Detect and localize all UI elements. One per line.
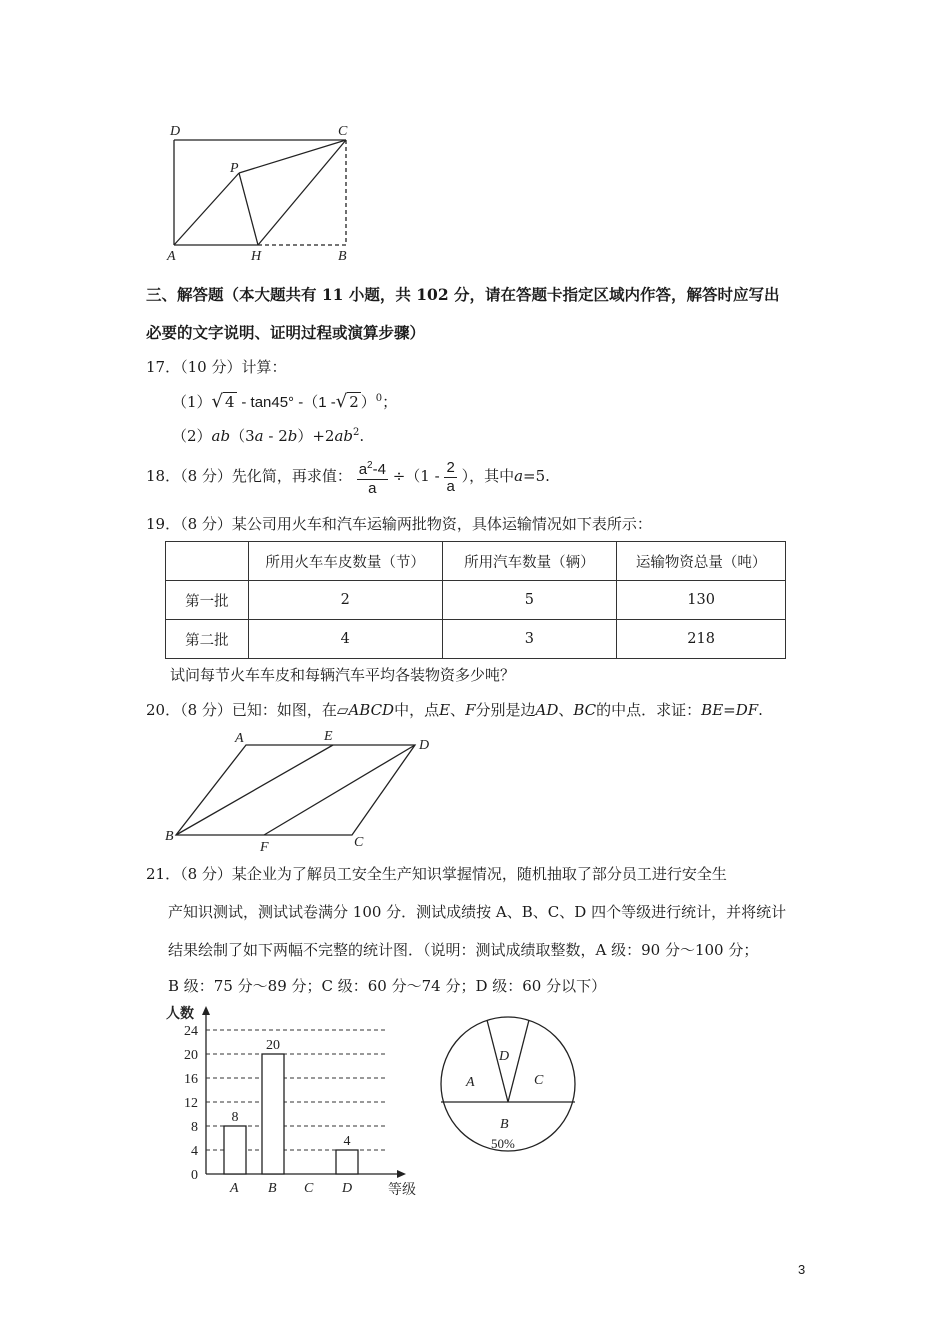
y-tick-label: 12 [184,1096,198,1111]
pie-label-B: B [500,1117,509,1132]
shipment-table [165,541,786,659]
bar-B [262,1054,284,1174]
y-tick-label: 0 [191,1168,198,1183]
figure-parallelogram-abcd [160,725,440,855]
q17-head: 17．（10 分）计算： [146,358,287,376]
q21-line1: 21．（8 分）某企业为了解员工安全生产知识掌握情况，随机抽取了部分员工进行安全生 [146,865,727,883]
table-cell: 4 [248,620,442,659]
table-header-cell: 运输物资总量（吨） [617,542,786,581]
sqrt-4: √ [211,391,224,412]
y-tick-label: 16 [184,1072,198,1087]
x-axis-label: 等级 [388,1183,416,1198]
q20-line: 20．（8 分）已知：如图，在▱ABCD中，点E、F分别是边AD、BC的中点．求证：BE=DF. [146,701,763,719]
label-C: C [354,835,364,850]
table-cell: 3 [442,620,617,659]
y-tick-label: 8 [191,1120,198,1135]
table-header-cell: 所用火车车皮数量（节） [248,542,442,581]
pie-label-C: C [534,1073,544,1088]
pie-chart [436,1012,580,1156]
q21-line2: 产知识测试，测试试卷满分 100 分．测试成绩按 A、B、C、D 四个等级进行统计，并将统计 [168,903,787,921]
x-tick-label: C [304,1181,314,1196]
section3-heading-line1: 三、解答题（本大题共有 11 小题，共 102 分，请在答题卡指定区域内作答，解答时应写出 [146,285,780,304]
label-B: B [338,249,347,264]
table-header-cell [166,542,249,581]
fraction-2-over-a: $\frac{2}{a}$ [446,458,455,495]
y-tick-label: 20 [184,1048,198,1063]
q21-line3: 结果绘制了如下两幅不完整的统计图．（说明：测试成绩取整数，A 级：90 分～100 分； [168,941,759,959]
y-tick-label: 24 [184,1024,198,1039]
bar-chart [160,1002,430,1198]
label-E: E [324,729,333,744]
bar-value-label: 4 [343,1134,351,1149]
table-cell: 2 [248,581,442,620]
y-axis-label: 人数 [166,1007,194,1022]
label-H: H [251,249,262,264]
label-D: D [419,738,430,753]
y-axis-arrow [202,1006,210,1015]
section3-heading-line2: 必要的文字说明、证明过程或演算步骤） [146,323,426,342]
table-cell: 218 [617,620,786,659]
table-row [166,581,786,620]
table-cell: 5 [442,581,617,620]
pie-divider-d-right [508,1020,529,1102]
q21-line4: B 级：75 分～89 分；C 级：60 分～74 分；D 级：60 分以下） [168,977,607,995]
x-tick-label: A [230,1181,239,1196]
q17-part1: （1）√ 4 - tan45° -（1 -√ 2 ）$^0$； [172,391,398,412]
pie-label-A: A [466,1075,475,1090]
bar-D [336,1150,358,1174]
q19-question: 试问每节火车车皮和每辆汽车平均各装物资多少吨？ [170,666,516,684]
table-cell: 第二批 [166,620,249,659]
q17-part2: $(2)ab(3a - 2b)+2ab^2$. [172,427,365,445]
x-axis-arrow [397,1170,406,1178]
q18-line: 18．（8 分）先化简，再求值： $\frac{a^2-4}{a}$ ÷（1 - $\frac{2}{a}$ ），其中a=5. [146,458,550,497]
table-row [166,620,786,659]
label-C: C [338,124,348,139]
label-A: A [235,731,244,746]
bar-value-label: 20 [266,1038,280,1053]
y-tick-label: 4 [191,1144,198,1159]
figure-rectangle-abcd [160,118,360,266]
label-F: F [260,840,269,855]
page-number: 3 [798,1262,806,1277]
label-D: D [170,124,181,139]
label-P: P [230,161,239,176]
label-B: B [165,829,174,844]
pie-label-D: D [499,1049,510,1064]
table-cell: 第一批 [166,581,249,620]
table-cell: 130 [617,581,786,620]
bar-A [224,1126,246,1174]
table-header-row [166,542,786,581]
pie-percent-B: 50% [491,1136,515,1151]
fraction-a2-minus-4-over-a: $\frac{a^2-4}{a}$ [357,457,388,498]
sqrt-2: √ [335,391,348,412]
table-header-cell: 所用汽车数量（辆） [442,542,617,581]
x-tick-label: B [268,1181,277,1196]
bar-value-label: 8 [231,1110,239,1125]
q19-head: 19．（8 分）某公司用火车和汽车运输两批物资，具体运输情况如下表所示： [146,515,652,533]
label-A: A [167,249,176,264]
x-tick-label: D [342,1181,353,1196]
